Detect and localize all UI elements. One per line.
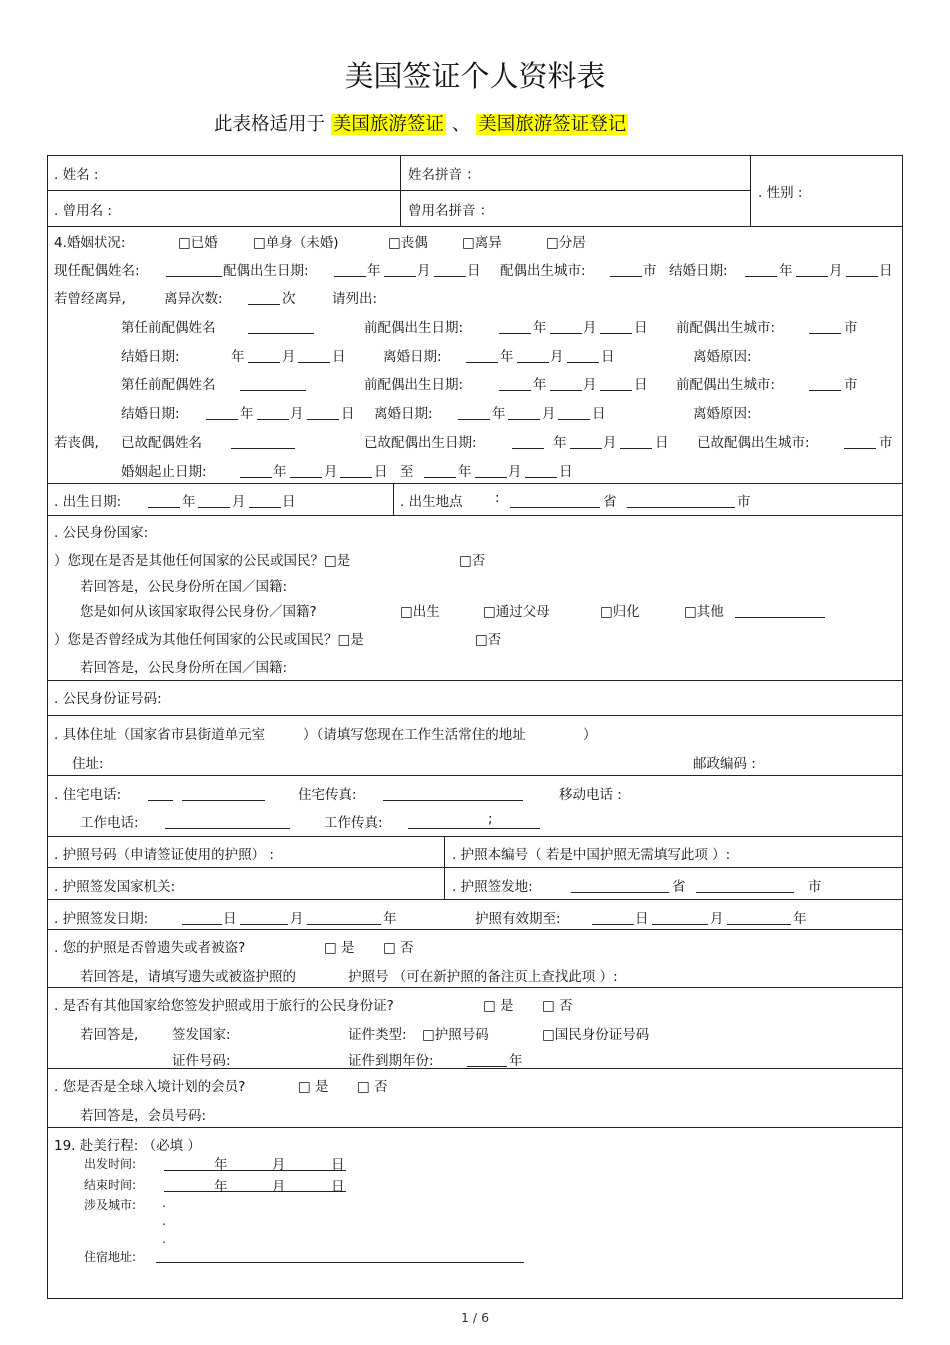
divorced-checkbox[interactable]: □离异: [462, 235, 502, 251]
month-label: 月: [272, 1157, 286, 1173]
divorce-reason-label: 离婚原因:: [693, 349, 752, 365]
divider: [47, 929, 903, 930]
divider: [47, 226, 903, 227]
divider: [47, 867, 903, 868]
divider: [47, 899, 903, 900]
year-label: 年: [458, 464, 472, 480]
year-label: 年: [231, 349, 245, 365]
year-label: 年: [793, 911, 807, 927]
divider: [47, 775, 903, 776]
doc-number-label: 证件号码:: [172, 1053, 231, 1069]
widowed-checkbox[interactable]: □丧偶: [388, 235, 428, 251]
deceased-spouse-name-label: 已故配偶姓名: [121, 435, 202, 451]
deceased-spouse-city-label: 已故配偶出生城市:: [697, 435, 810, 451]
year-label: 年: [533, 320, 547, 336]
day-label: 日: [635, 911, 649, 927]
year-label: 年: [383, 911, 397, 927]
date-blank[interactable]: [567, 362, 599, 363]
year-label: 年: [214, 1179, 228, 1195]
home-phone-blank[interactable]: [182, 800, 265, 801]
date-blank[interactable]: [525, 477, 557, 478]
spouse-name-blank[interactable]: [166, 276, 222, 277]
date-blank[interactable]: [248, 362, 280, 363]
subtitle-prefix: 此表格适用于: [214, 114, 326, 135]
home-phone-area-blank[interactable]: [148, 800, 173, 801]
month-label: 月: [232, 494, 246, 510]
date-blank[interactable]: [592, 924, 634, 925]
day-label: 日: [332, 349, 346, 365]
spouse-dob-day-blank[interactable]: [434, 276, 466, 277]
day-label: 日: [331, 1157, 345, 1173]
ever-citizen-question: ）您是否曾经成为其他任何国家的公民或国民？□是: [54, 632, 364, 648]
end-date-blank[interactable]: [164, 1191, 346, 1192]
no-checkbox[interactable]: □ 否: [383, 940, 414, 956]
to-label: 至: [400, 464, 414, 480]
date-blank[interactable]: [508, 419, 540, 420]
date-blank[interactable]: [249, 507, 281, 508]
divorce-count-label: 离异次数:: [164, 291, 223, 307]
marriage-period-label: 婚姻起止日期:: [121, 464, 207, 480]
date-blank[interactable]: [307, 419, 339, 420]
expiry-label: 护照有效期至:: [475, 911, 561, 927]
month-label: 月: [829, 263, 843, 279]
birth-checkbox[interactable]: □出生: [400, 604, 440, 620]
divider: [750, 155, 751, 226]
marriage-date-label: 结婚日期:: [121, 406, 180, 422]
month-label: 月: [583, 377, 597, 393]
divider: [47, 987, 903, 988]
if-widowed-label: 若丧偶,: [54, 435, 99, 451]
divorce-reason-label: 离婚原因:: [693, 406, 752, 422]
city-label: 市: [844, 377, 858, 393]
postcode-label: 邮政编码 :: [693, 756, 756, 772]
year-label: 年: [214, 1157, 228, 1173]
itinerary-label: 19. 赴美行程: （必填 ）: [54, 1138, 201, 1154]
end-label: 结束时间:: [84, 1178, 137, 1192]
date-blank[interactable]: [550, 390, 582, 391]
work-phone-label: 工作电话:: [80, 815, 139, 831]
year-label: 年: [367, 263, 381, 279]
married-checkbox[interactable]: □已婚: [178, 235, 218, 251]
ex-spouse-name-label: 第任前配偶姓名: [121, 377, 216, 393]
expiry-year-blank[interactable]: [467, 1066, 507, 1067]
date-blank[interactable]: [652, 924, 708, 925]
lost-passport-number-label: 护照号 （可在新护照的备注页上查找此项 ）:: [348, 969, 618, 985]
page-title: 美国签证个人资料表: [344, 59, 606, 93]
visa-type-1: 美国旅游签证: [332, 114, 444, 135]
month-label: 月: [417, 263, 431, 279]
year-label: 年: [492, 406, 506, 422]
no-checkbox[interactable]: □否: [459, 553, 486, 569]
semicolon: ;: [488, 811, 493, 827]
date-blank[interactable]: [512, 448, 544, 449]
date-blank[interactable]: [466, 362, 498, 363]
home-phone-label: . 住宅电话:: [54, 787, 122, 803]
passport-book-label: . 护照本编号（ 若是中国护照无需填写此项 ）:: [452, 847, 731, 863]
day-label: 日: [374, 464, 388, 480]
city-label: 市: [844, 320, 858, 336]
date-blank[interactable]: [182, 924, 222, 925]
date-blank[interactable]: [290, 477, 322, 478]
issue-date-label: . 护照签发日期:: [54, 911, 149, 927]
day-label: 日: [223, 911, 237, 927]
spouse-dob-label: 配偶出生日期:: [223, 263, 309, 279]
citizenship-label: . 公民身份国家:: [54, 525, 149, 541]
how-obtained-label: 您是如何从该国家取得公民身份／国籍?: [80, 604, 317, 620]
home-fax-blank[interactable]: [383, 800, 523, 801]
date-blank[interactable]: [475, 477, 507, 478]
deceased-spouse-name-blank[interactable]: [231, 448, 295, 449]
date-blank[interactable]: [424, 477, 456, 478]
ex-spouse-city-label: 前配偶出生城市:: [676, 320, 776, 336]
ex-spouse-name-blank[interactable]: [248, 333, 314, 334]
year-label: 年: [533, 377, 547, 393]
issue-city-blank[interactable]: [696, 892, 794, 893]
day-label: 日: [331, 1179, 345, 1195]
date-blank[interactable]: [600, 390, 632, 391]
city-label: 市: [879, 435, 893, 451]
month-label: 月: [324, 464, 338, 480]
yes-checkbox[interactable]: □ 是: [324, 940, 355, 956]
passport-number-label: . 护照号码（申请签证使用的护照） :: [54, 847, 274, 863]
divider: [47, 680, 903, 681]
pob-city-blank[interactable]: [627, 507, 735, 508]
no-checkbox[interactable]: □ 否: [357, 1079, 388, 1095]
date-blank[interactable]: [620, 448, 652, 449]
day-label: 日: [655, 435, 669, 451]
divider: [47, 836, 903, 837]
naturalized-checkbox[interactable]: □归化: [600, 604, 640, 620]
address-instruction: . 具体住址（国家省市县街道单元室: [54, 727, 266, 743]
ex-spouse-name-blank[interactable]: [240, 390, 306, 391]
date-blank[interactable]: [198, 507, 230, 508]
issue-place-label: . 护照签发地:: [452, 879, 533, 895]
day-label: 日: [634, 320, 648, 336]
wedding-day-blank[interactable]: [846, 276, 878, 277]
separated-checkbox[interactable]: □分居: [546, 235, 586, 251]
year-label: 年: [553, 435, 567, 451]
city-label: 市: [808, 879, 822, 895]
divorce-count-blank[interactable]: [248, 304, 280, 305]
date-blank[interactable]: [240, 477, 272, 478]
if-divorced-label: 若曾经离异,: [54, 291, 126, 307]
month-label: 月: [290, 406, 304, 422]
month-label: 月: [542, 406, 556, 422]
city-bullet: .: [162, 1196, 166, 1210]
member-number-label: 若回答是，会员号码:: [80, 1108, 207, 1124]
year-label: 年: [273, 464, 287, 480]
other-citizenship-question: ）您现在是否是其他任何国家的公民或国民？□是: [54, 553, 351, 569]
issuing-authority-label: . 护照签发国家机关:: [54, 879, 176, 895]
work-fax-blank[interactable]: [408, 828, 540, 829]
month-label: 月: [603, 435, 617, 451]
ex-spouse-dob-label: 前配偶出生日期:: [364, 320, 464, 336]
address-note: ）（请填写您现在工作生活常住的地址: [303, 727, 526, 743]
divider: [400, 155, 401, 226]
cities-label: 涉及城市:: [84, 1198, 137, 1212]
spouse-city-label: 配偶出生城市:: [500, 263, 586, 279]
no-checkbox[interactable]: □否: [475, 632, 502, 648]
spouse-name-label: 现任配偶姓名:: [54, 263, 140, 279]
times-label: 次: [282, 291, 296, 307]
day-label: 日: [601, 349, 615, 365]
year-label: 年: [240, 406, 254, 422]
citizenship-country-label: 若回答是，公民身份所在国／国籍:: [80, 579, 288, 595]
ex-spouse-name-label: 第任前配偶姓名: [121, 320, 216, 336]
divider: [393, 483, 394, 515]
depart-date-blank[interactable]: [164, 1170, 346, 1171]
please-list-label: 请列出:: [332, 291, 378, 307]
date-blank[interactable]: [499, 333, 531, 334]
gender-label: . 性别 :: [758, 185, 803, 201]
year-label: 年: [509, 1053, 523, 1069]
spouse-dob-year-blank[interactable]: [334, 276, 366, 277]
date-blank[interactable]: [550, 333, 582, 334]
month-label: 月: [710, 911, 724, 927]
divider: [47, 483, 903, 484]
no-checkbox[interactable]: □ 否: [542, 998, 573, 1014]
lodging-blank[interactable]: [156, 1262, 524, 1263]
issuing-country-label: 签发国家:: [172, 1027, 231, 1043]
ex-spouse-city-label: 前配偶出生城市:: [676, 377, 776, 393]
citizenship-country-label: 若回答是，公民身份所在国／国籍:: [80, 660, 288, 676]
date-blank[interactable]: [570, 448, 602, 449]
date-blank[interactable]: [148, 507, 180, 508]
city-label: 市: [737, 494, 751, 510]
former-name-label: . 曾用名 :: [54, 203, 112, 219]
divider: [47, 515, 903, 516]
subtitle-separator: 、: [451, 114, 471, 135]
global-entry-question: . 您是否是全球入境计划的会员?: [54, 1079, 246, 1095]
subtitle: [214, 110, 628, 136]
pob-province-blank[interactable]: [510, 507, 600, 508]
date-blank[interactable]: [600, 333, 632, 334]
depart-label: 出发时间:: [84, 1157, 137, 1171]
divorce-date-label: 离婚日期:: [383, 349, 442, 365]
city-bullet: .: [162, 1232, 166, 1246]
month-label: 月: [272, 1179, 286, 1195]
if-yes-label: 若回答是,: [80, 1027, 139, 1043]
date-blank[interactable]: [240, 924, 288, 925]
yes-checkbox[interactable]: □ 是: [483, 998, 514, 1014]
spouse-dob-month-blank[interactable]: [384, 276, 416, 277]
year-label: 年: [182, 494, 196, 510]
lodging-label: 住宿地址:: [84, 1250, 137, 1264]
date-blank[interactable]: [206, 419, 238, 420]
city-blank[interactable]: [844, 448, 876, 449]
colon: :: [495, 490, 500, 506]
province-label: 省: [603, 494, 617, 510]
ex-spouse-dob-label: 前配偶出生日期:: [364, 377, 464, 393]
city-blank[interactable]: [809, 333, 841, 334]
home-fax-label: 住宅传真:: [298, 787, 357, 803]
parents-checkbox[interactable]: □通过父母: [483, 604, 550, 620]
id-number-label: . 公民身份证号码:: [54, 691, 162, 707]
visa-type-2: 美国旅游签证登记: [478, 114, 627, 135]
lost-passport-instruction: 若回答是，请填写遗失或被盗护照的: [80, 969, 296, 985]
lost-passport-question: . 您的护照是否曾遗失或者被盗?: [54, 940, 246, 956]
doc-type-label: 证件类型:: [348, 1027, 407, 1043]
day-label: 日: [592, 406, 606, 422]
national-id-checkbox[interactable]: □国民身份证号码: [542, 1027, 650, 1043]
date-blank[interactable]: [558, 419, 590, 420]
date-blank[interactable]: [458, 419, 490, 420]
marriage-date-label: 结婚日期:: [121, 349, 180, 365]
work-fax-label: 工作传真:: [324, 815, 383, 831]
day-label: 日: [634, 377, 648, 393]
pob-label: . 出生地点: [400, 494, 463, 510]
day-label: 日: [341, 406, 355, 422]
wedding-year-blank[interactable]: [745, 276, 777, 277]
year-label: 年: [779, 263, 793, 279]
city-bullet: .: [162, 1214, 166, 1228]
year-label: 年: [500, 349, 514, 365]
month-label: 月: [550, 349, 564, 365]
date-blank[interactable]: [517, 362, 549, 363]
divorce-date-label: 离婚日期:: [374, 406, 433, 422]
paren-close: ）: [583, 727, 597, 743]
divider: [47, 715, 903, 716]
address-label: 住址:: [72, 756, 104, 772]
month-label: 月: [282, 349, 296, 365]
former-name-pinyin-label: 曾用名拼音 ：: [408, 203, 494, 219]
page-number: 1 / 6: [460, 1310, 490, 1325]
day-label: 日: [879, 263, 893, 279]
yes-checkbox[interactable]: □ 是: [298, 1079, 329, 1095]
wedding-date-label: 结婚日期:: [669, 263, 728, 279]
day-label: 日: [467, 263, 481, 279]
spouse-city-blank[interactable]: [610, 276, 642, 277]
month-label: 月: [583, 320, 597, 336]
doc-expiry-label: 证件到期年份:: [348, 1053, 434, 1069]
name-label: . 姓名 :: [54, 167, 99, 183]
mobile-label: 移动电话 :: [559, 787, 622, 803]
single-checkbox[interactable]: □单身（未婚): [253, 235, 339, 251]
name-pinyin-label: 姓名拼音 ：: [408, 167, 480, 183]
date-blank[interactable]: [307, 924, 381, 925]
other-checkbox[interactable]: □其他: [684, 604, 724, 620]
day-label: 日: [282, 494, 296, 510]
province-label: 省: [672, 879, 686, 895]
marital-status-label: 4.婚姻状况:: [54, 235, 126, 251]
dob-label: . 出生日期:: [54, 494, 122, 510]
month-label: 月: [290, 911, 304, 927]
city-blank[interactable]: [809, 390, 841, 391]
date-blank[interactable]: [340, 477, 372, 478]
month-label: 月: [508, 464, 522, 480]
work-phone-blank[interactable]: [165, 828, 290, 829]
other-docs-question: . 是否有其他国家给您签发护照或用于旅行的公民身份证?: [54, 998, 394, 1014]
divider: [47, 1127, 903, 1128]
day-label: 日: [559, 464, 573, 480]
issue-province-blank[interactable]: [571, 892, 669, 893]
wedding-month-blank[interactable]: [796, 276, 828, 277]
divider: [47, 190, 750, 191]
passport-type-checkbox[interactable]: □护照号码: [422, 1027, 489, 1043]
date-blank[interactable]: [257, 419, 289, 420]
city-label: 市: [643, 263, 657, 279]
deceased-spouse-dob-label: 已故配偶出生日期:: [364, 435, 477, 451]
date-blank[interactable]: [499, 390, 531, 391]
date-blank[interactable]: [298, 362, 330, 363]
other-method-blank[interactable]: [735, 617, 825, 618]
date-blank[interactable]: [727, 924, 791, 925]
